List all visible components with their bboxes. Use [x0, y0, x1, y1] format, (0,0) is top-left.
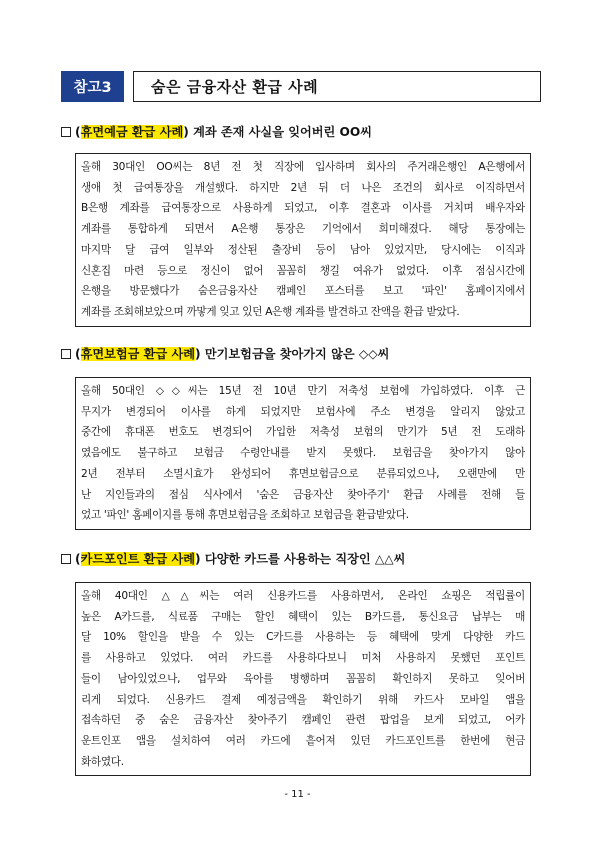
header-title: 숨은 금융자산 환급 사례: [133, 71, 541, 102]
heading-paren-close: ): [195, 347, 201, 361]
case-heading-card-point: [61, 551, 405, 568]
case-label: 휴면보험금 환급 사례: [80, 347, 196, 361]
case-text-line: 생애 첫 급여통장을 개설했다. 하지만 2년 뒤 더 나은 조건의 회사로 이직하면서: [81, 181, 525, 194]
case-text-line: 2년 전부터 소멸시효가 완성되어 휴면보험금으로 분류되었으나, 오랜만에 만: [81, 467, 525, 480]
case-box-card-point: [75, 582, 531, 776]
case-box-dormant-insurance: [75, 377, 531, 530]
case-text-line: 었고 '파인' 홈페이지를 통해 휴면보험금을 조회하고 보험금을 환급받았다.: [81, 509, 409, 522]
case-text-line: 신혼집 마련 등으로 정신이 없어 꼼꼼히 챙길 여유가 없었다. 이후 점심시간에: [81, 264, 525, 277]
case-text-line: 접속하던 중 숨은 금융자산 찾아주기 캠페인 관련 팝업을 보게 되었고, 어카: [81, 714, 525, 727]
heading-paren-open: (: [75, 552, 81, 566]
page-number: - 11 -: [284, 789, 311, 800]
reference-tag: 참고3: [61, 71, 124, 102]
section-header: [61, 71, 541, 102]
case-text-line: 계좌를 조회해보았으며 까맣게 잊고 있던 A은행 계좌를 발견하고 잔액을 환급 받았다.: [81, 305, 460, 318]
heading-paren-close: ): [183, 125, 189, 139]
case-title: 만기보험금을 찾아가지 않은 ◇◇씨: [204, 347, 390, 361]
case-text-line: B은행 계좌를 급여통장으로 사용하게 되었고, 이후 결혼과 이사를 거치며 배우자와: [81, 202, 525, 215]
case-box-dormant-deposit: [75, 153, 531, 327]
case-text-line: 올해 50대인 ◇◇씨는 15년 전 10년 만기 저축성 보험에 가입하였다. 이후 근: [81, 385, 525, 397]
case-text-line: 운트인포 앱을 설치하여 여러 카드에 흩어져 있던 카드포인트를 한번에 현금: [81, 734, 525, 747]
case-text-line: 화하였다.: [81, 755, 124, 768]
heading-paren-close: ): [195, 552, 201, 566]
case-text-line: 올해 40대인 △△씨는 여러 신용카드를 사용하면서, 온라인 쇼핑은 적립률이: [81, 590, 525, 602]
checkbox-icon: [61, 554, 71, 564]
case-text-line: 계좌를 통합하게 되면서 A은행 통장은 기억에서 희미해졌다. 해당 통장에는: [81, 223, 525, 236]
case-text-line: 올해 30대인 OO씨는 8년 전 첫 직장에 입사하며 회사의 주거래은행인 A은행에서: [81, 161, 525, 173]
case-label: 휴면예금 환급 사례: [80, 125, 184, 139]
heading-paren-open: (: [75, 347, 81, 361]
case-heading-dormant-insurance: [61, 346, 389, 363]
case-text-line: 였음에도 불구하고 보험금 수령안내를 받지 못했다. 보험금을 찾아가지 않아: [81, 447, 525, 460]
case-text-line: 마지막 달 급여 일부와 정산된 출장비 등이 남아 있었지만, 당시에는 이직과: [81, 243, 525, 256]
case-text-line: 높은 A카드를, 식료품 구매는 할인 혜택이 있는 B카드를, 통신요금 납부는 매: [81, 610, 525, 623]
case-text-line: 리게 되었다. 신용카드 결제 예정금액을 확인하기 위해 카드사 모바일 앱을: [81, 693, 525, 706]
case-text-line: 를 사용하고 있었다. 여러 카드를 사용하다보니 미처 사용하지 못했던 포인트: [81, 652, 525, 665]
case-text-line: 은행을 방문했다가 숨은금융자산 캠페인 포스터를 보고 '파인' 홈페이지에서: [81, 285, 525, 298]
case-title: 다양한 카드를 사용하는 직장인 △△씨: [204, 552, 406, 566]
case-text-line: 중간에 휴대폰 번호도 변경되어 가입한 저축성 보험의 만기가 5년 전 도래하: [81, 426, 525, 439]
case-text-line: 들이 남아있었으나, 업무와 육아를 병행하며 꼼꼼히 확인하지 못하고 잊어버: [81, 672, 525, 685]
heading-paren-open: (: [75, 125, 81, 139]
case-text-line: 달 10% 할인을 받을 수 있는 C카드를 사용하는 등 혜택에 맞게 다양한 카드: [81, 631, 525, 644]
case-label: 카드포인트 환급 사례: [80, 552, 196, 566]
case-text-line: 난 지인들과의 점심 식사에서 '숨은 금융자산 찾아주기' 환급 사례를 전해 들: [81, 488, 525, 501]
case-title: 계좌 존재 사실을 잊어버린 OO씨: [193, 125, 373, 139]
case-heading-dormant-deposit: [61, 124, 372, 141]
checkbox-icon: [61, 127, 71, 137]
checkbox-icon: [61, 349, 71, 359]
case-text-line: 무지가 변경되어 이사를 하게 되었지만 보험사에 주소 변경을 알리지 않았고: [81, 405, 525, 418]
